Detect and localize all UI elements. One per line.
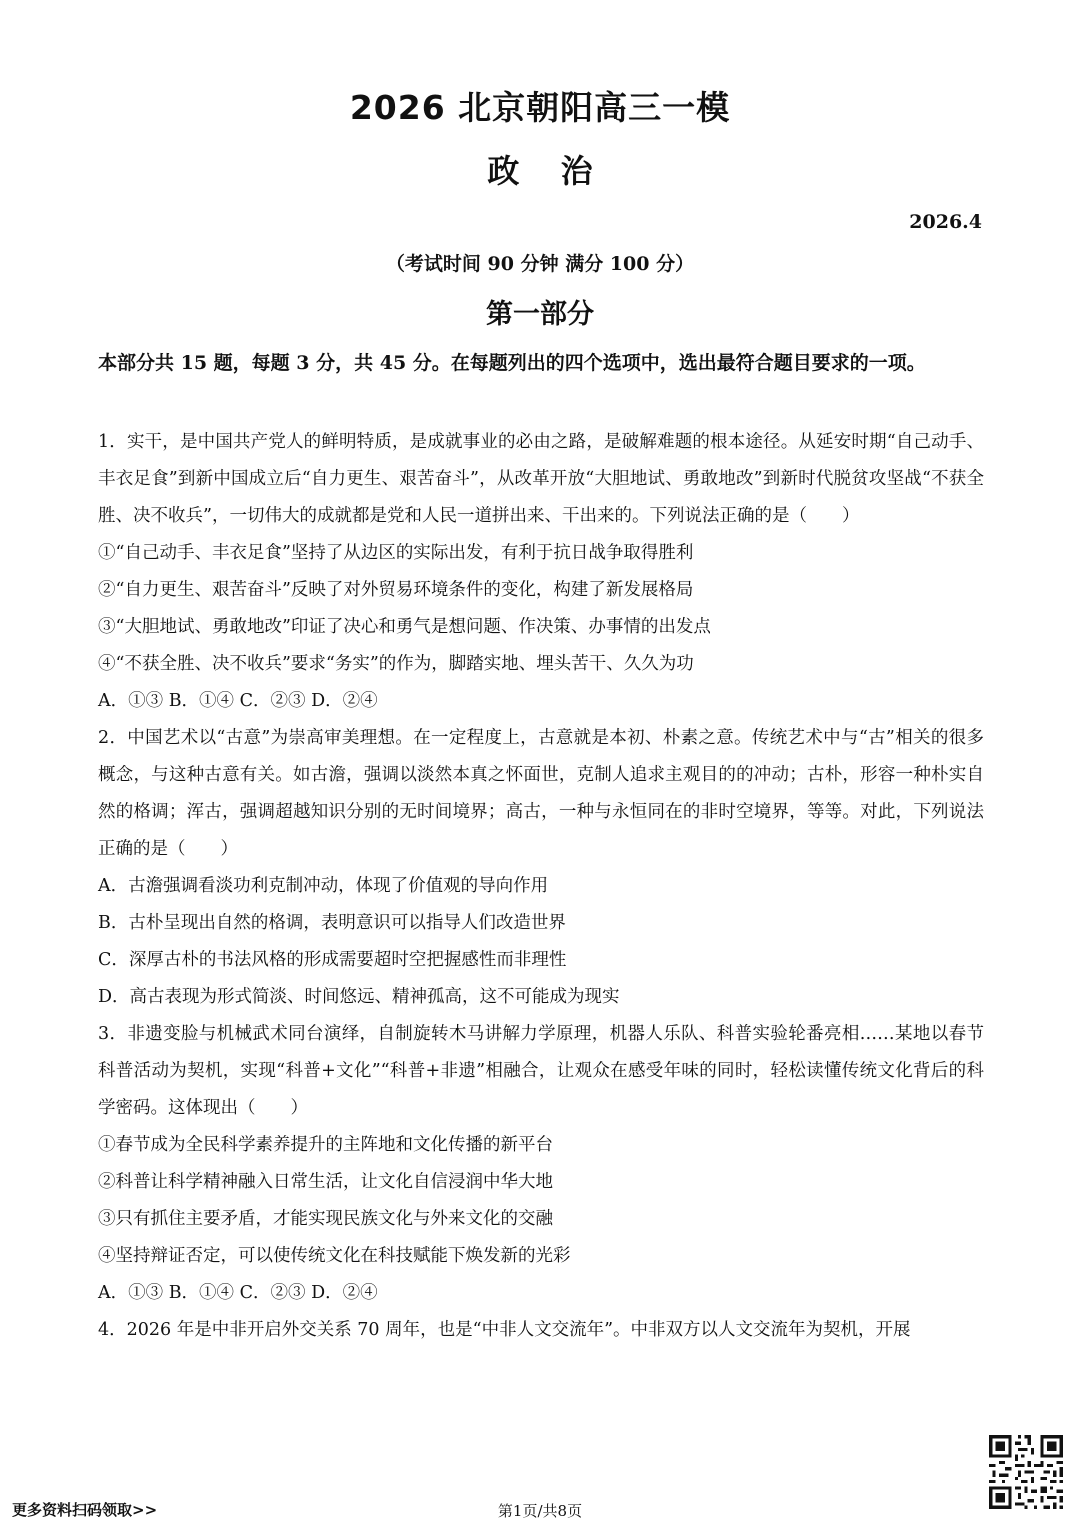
page-number: 第1页/共8页 xyxy=(497,1502,583,1520)
question-stem: 1．实干，是中国共产党人的鲜明特质，是成就事业的必由之路，是破解难题的根本途径。从延安时期“自己动手、丰衣足食”到新中国成立后“自力更生、艰苦奋斗”，从改革开放“大胆地试、勇敢地改”到新时代脱贫攻坚战“不获全胜、决不收兵”，一切伟大的成就都是党和人民一道拼出来、干出来的。下列说法正确的是（ ） xyxy=(98,432,984,526)
question-3 xyxy=(98,1016,984,1312)
question-4 xyxy=(98,1312,984,1349)
question-option: ④“不获全胜、决不收兵”要求“务实”的作为，脚踏实地、埋头苦干、久久为功 xyxy=(98,654,694,674)
exam-date: 2026.4 xyxy=(909,211,982,233)
exam-info: （考试时间 90 分钟 满分 100 分） xyxy=(385,253,695,275)
part-title: 第一部分 xyxy=(486,299,594,330)
exam-title: 2026 北京朝阳高三一模 xyxy=(349,88,731,127)
question-option: ③“大胆地试、勇敢地改”印证了决心和勇气是想问题、作决策、办事情的出发点 xyxy=(98,617,711,637)
question-2 xyxy=(98,720,984,1016)
question-option: A．古澹强调看淡功利克制冲动，体现了价值观的导向作用 xyxy=(98,876,549,896)
promo-link[interactable]: 更多资料扫码领取>> xyxy=(12,1501,158,1519)
question-option: ③只有抓住主要矛盾，才能实现民族文化与外来文化的交融 xyxy=(98,1209,553,1229)
question-option: ④坚持辩证否定，可以使传统文化在科技赋能下焕发新的光彩 xyxy=(98,1246,571,1266)
question-option: ②“自力更生、艰苦奋斗”反映了对外贸易环境条件的变化，构建了新发展格局 xyxy=(98,580,694,600)
question-stem: 3．非遗变脸与机械武术同台演绎，自制旋转木马讲解力学原理，机器人乐队、科普实验轮番亮相……某地以春节科普活动为契机，实现“科普+文化”“科普+非遗”相融合，让观众在感受年味的同时，轻松读懂传统文化背后的科学密码。这体现出（ ） xyxy=(98,1024,984,1118)
question-list xyxy=(98,424,984,1349)
question-1 xyxy=(98,424,984,720)
question-stem: 4．2026 年是中非开启外交关系 70 周年，也是“中非人文交流年”。中非双方以人文交流年为契机，开展 xyxy=(98,1320,911,1340)
part-instructions: 本部分共 15 题，每题 3 分，共 45 分。在每题列出的四个选项中，选出最符合题目要求的一项。 xyxy=(98,352,926,374)
question-option: C．深厚古朴的书法风格的形成需要超时空把握感性而非理性 xyxy=(98,950,567,970)
question-option: D．高古表现为形式简淡、时间悠远、精神孤高，这不可能成为现实 xyxy=(98,987,620,1007)
answer-choices: A．①③ B．①④ C．②③ D．②④ xyxy=(98,691,378,711)
question-option: B．古朴呈现出自然的格调，表明意识可以指导人们改造世界 xyxy=(98,913,566,933)
question-option: ②科普让科学精神融入日常生活，让文化自信浸润中华大地 xyxy=(98,1172,553,1192)
question-stem: 2．中国艺术以“古意”为崇高审美理想。在一定程度上，古意就是本初、朴素之意。传统艺术中与“古”相关的很多概念，与这种古意有关。如古澹，强调以淡然本真之怀面世，克制人追求主观目的的冲动；古朴，形容一种朴实自然的格调；浑古，强调超越知识分别的无时间境界；高古，一种与永恒同在的非时空境界，等等。对此，下列说法正确的是（ ） xyxy=(98,728,984,859)
answer-choices: A．①③ B．①④ C．②③ D．②④ xyxy=(98,1283,378,1303)
question-option: ①春节成为全民科学素养提升的主阵地和文化传播的新平台 xyxy=(98,1135,553,1155)
subject-title: 政 治 xyxy=(487,152,593,190)
question-option: ①“自己动手、丰衣足食”坚持了从边区的实际出发，有利于抗日战争取得胜利 xyxy=(98,543,694,563)
